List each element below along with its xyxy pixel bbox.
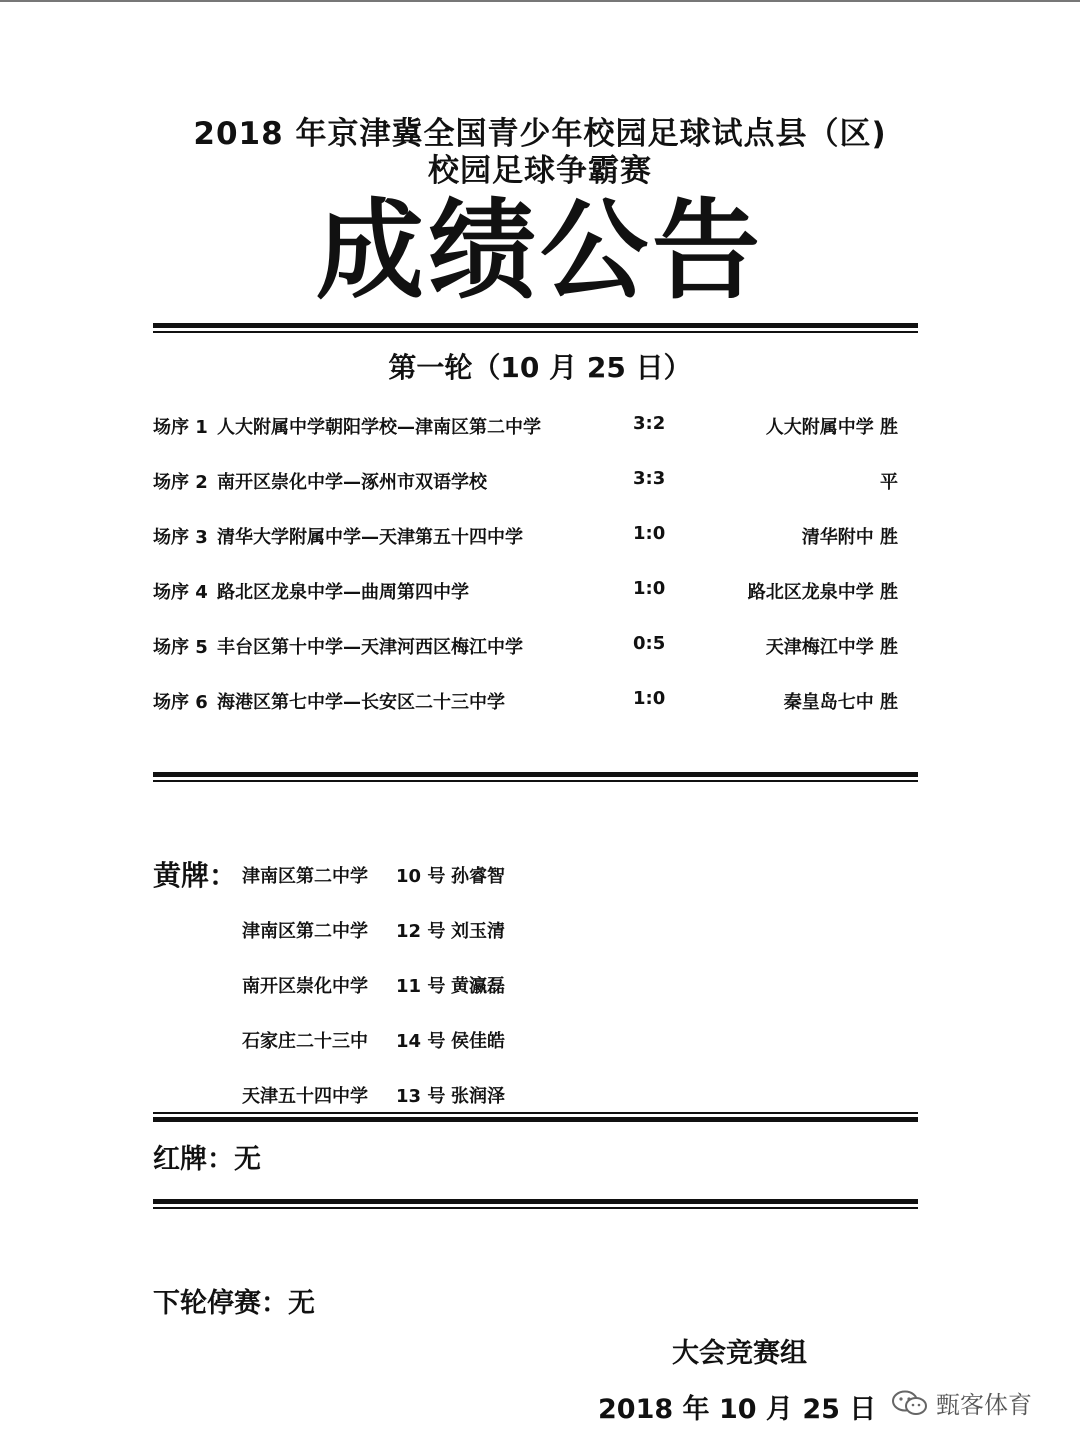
match-teams: 路北区龙泉中学—曲周第四中学 <box>217 582 469 603</box>
match-row <box>153 578 898 608</box>
match-number: 场序 5 <box>153 637 208 658</box>
match-teams: 清华大学附属中学—天津第五十四中学 <box>217 527 523 548</box>
divider-red-end <box>153 1199 918 1209</box>
card-player-name: 张润泽 <box>451 1086 505 1107</box>
match-score: 3:3 <box>633 468 666 489</box>
match-row <box>153 468 898 498</box>
card-school: 天津五十四中学 <box>242 1086 368 1107</box>
organizer: 大会竞赛组 <box>672 1338 807 1369</box>
card-player-number: 12 号 <box>396 921 446 942</box>
match-number: 场序 2 <box>153 472 208 493</box>
issue-date: 2018 年 10 月 25 日 <box>598 1394 877 1425</box>
match-teams: 海港区第七中学—长安区二十三中学 <box>217 692 505 713</box>
card-player-number: 11 号 <box>396 976 446 997</box>
round-title: 第一轮（10 月 25 日） <box>388 351 692 384</box>
match-result: 平 <box>880 472 898 493</box>
match-row <box>153 523 898 553</box>
card-school: 津南区第二中学 <box>242 921 368 942</box>
match-result: 天津梅江中学 胜 <box>765 637 898 658</box>
match-row <box>153 688 898 718</box>
wechat-icon <box>890 1389 930 1417</box>
card-player-name: 黄瀛磊 <box>451 976 505 997</box>
card-school: 南开区崇化中学 <box>242 976 368 997</box>
match-number: 场序 1 <box>153 417 208 438</box>
match-teams: 人大附属中学朝阳学校—津南区第二中学 <box>217 417 541 438</box>
top-border <box>0 0 1080 2</box>
card-player-number: 13 号 <box>396 1086 446 1107</box>
match-score: 1:0 <box>633 523 666 544</box>
card-school: 津南区第二中学 <box>242 866 368 887</box>
match-score: 3:2 <box>633 413 666 434</box>
suspension-line: 下轮停赛：无 <box>153 1288 315 1319</box>
event-title-line1: 2018 年京津冀全国青少年校园足球试点县（区) <box>193 116 887 152</box>
card-player-number: 14 号 <box>396 1031 446 1052</box>
match-row <box>153 413 898 443</box>
red-card-line: 红牌：无 <box>153 1144 261 1175</box>
match-result: 路北区龙泉中学 胜 <box>747 582 898 603</box>
match-score: 0:5 <box>633 633 666 654</box>
match-result: 人大附属中学 胜 <box>765 417 898 438</box>
page-title: 成绩公告 <box>315 189 764 314</box>
match-score: 1:0 <box>633 688 666 709</box>
event-title-line2: 校园足球争霸赛 <box>428 153 652 189</box>
card-player-name: 孙睿智 <box>451 866 505 887</box>
card-player-name: 刘玉清 <box>451 921 505 942</box>
divider-matches-end <box>153 772 918 782</box>
divider-top <box>153 323 918 333</box>
yellow-card-label: 黄牌： <box>153 859 238 892</box>
card-player-number: 10 号 <box>396 866 446 887</box>
card-school: 石家庄二十三中 <box>242 1031 368 1052</box>
divider-yellow-end <box>153 1112 918 1122</box>
match-teams: 丰台区第十中学—天津河西区梅江中学 <box>217 637 523 658</box>
match-score: 1:0 <box>633 578 666 599</box>
match-row <box>153 633 898 663</box>
match-result: 清华附中 胜 <box>801 527 898 548</box>
match-teams: 南开区崇化中学—涿州市双语学校 <box>217 472 487 493</box>
match-number: 场序 6 <box>153 692 208 713</box>
match-result: 秦皇岛七中 胜 <box>783 692 898 713</box>
match-number: 场序 3 <box>153 527 208 548</box>
match-number: 场序 4 <box>153 582 208 603</box>
card-player-name: 侯佳皓 <box>451 1031 505 1052</box>
watermark-text: 甄客体育 <box>936 1391 1032 1419</box>
